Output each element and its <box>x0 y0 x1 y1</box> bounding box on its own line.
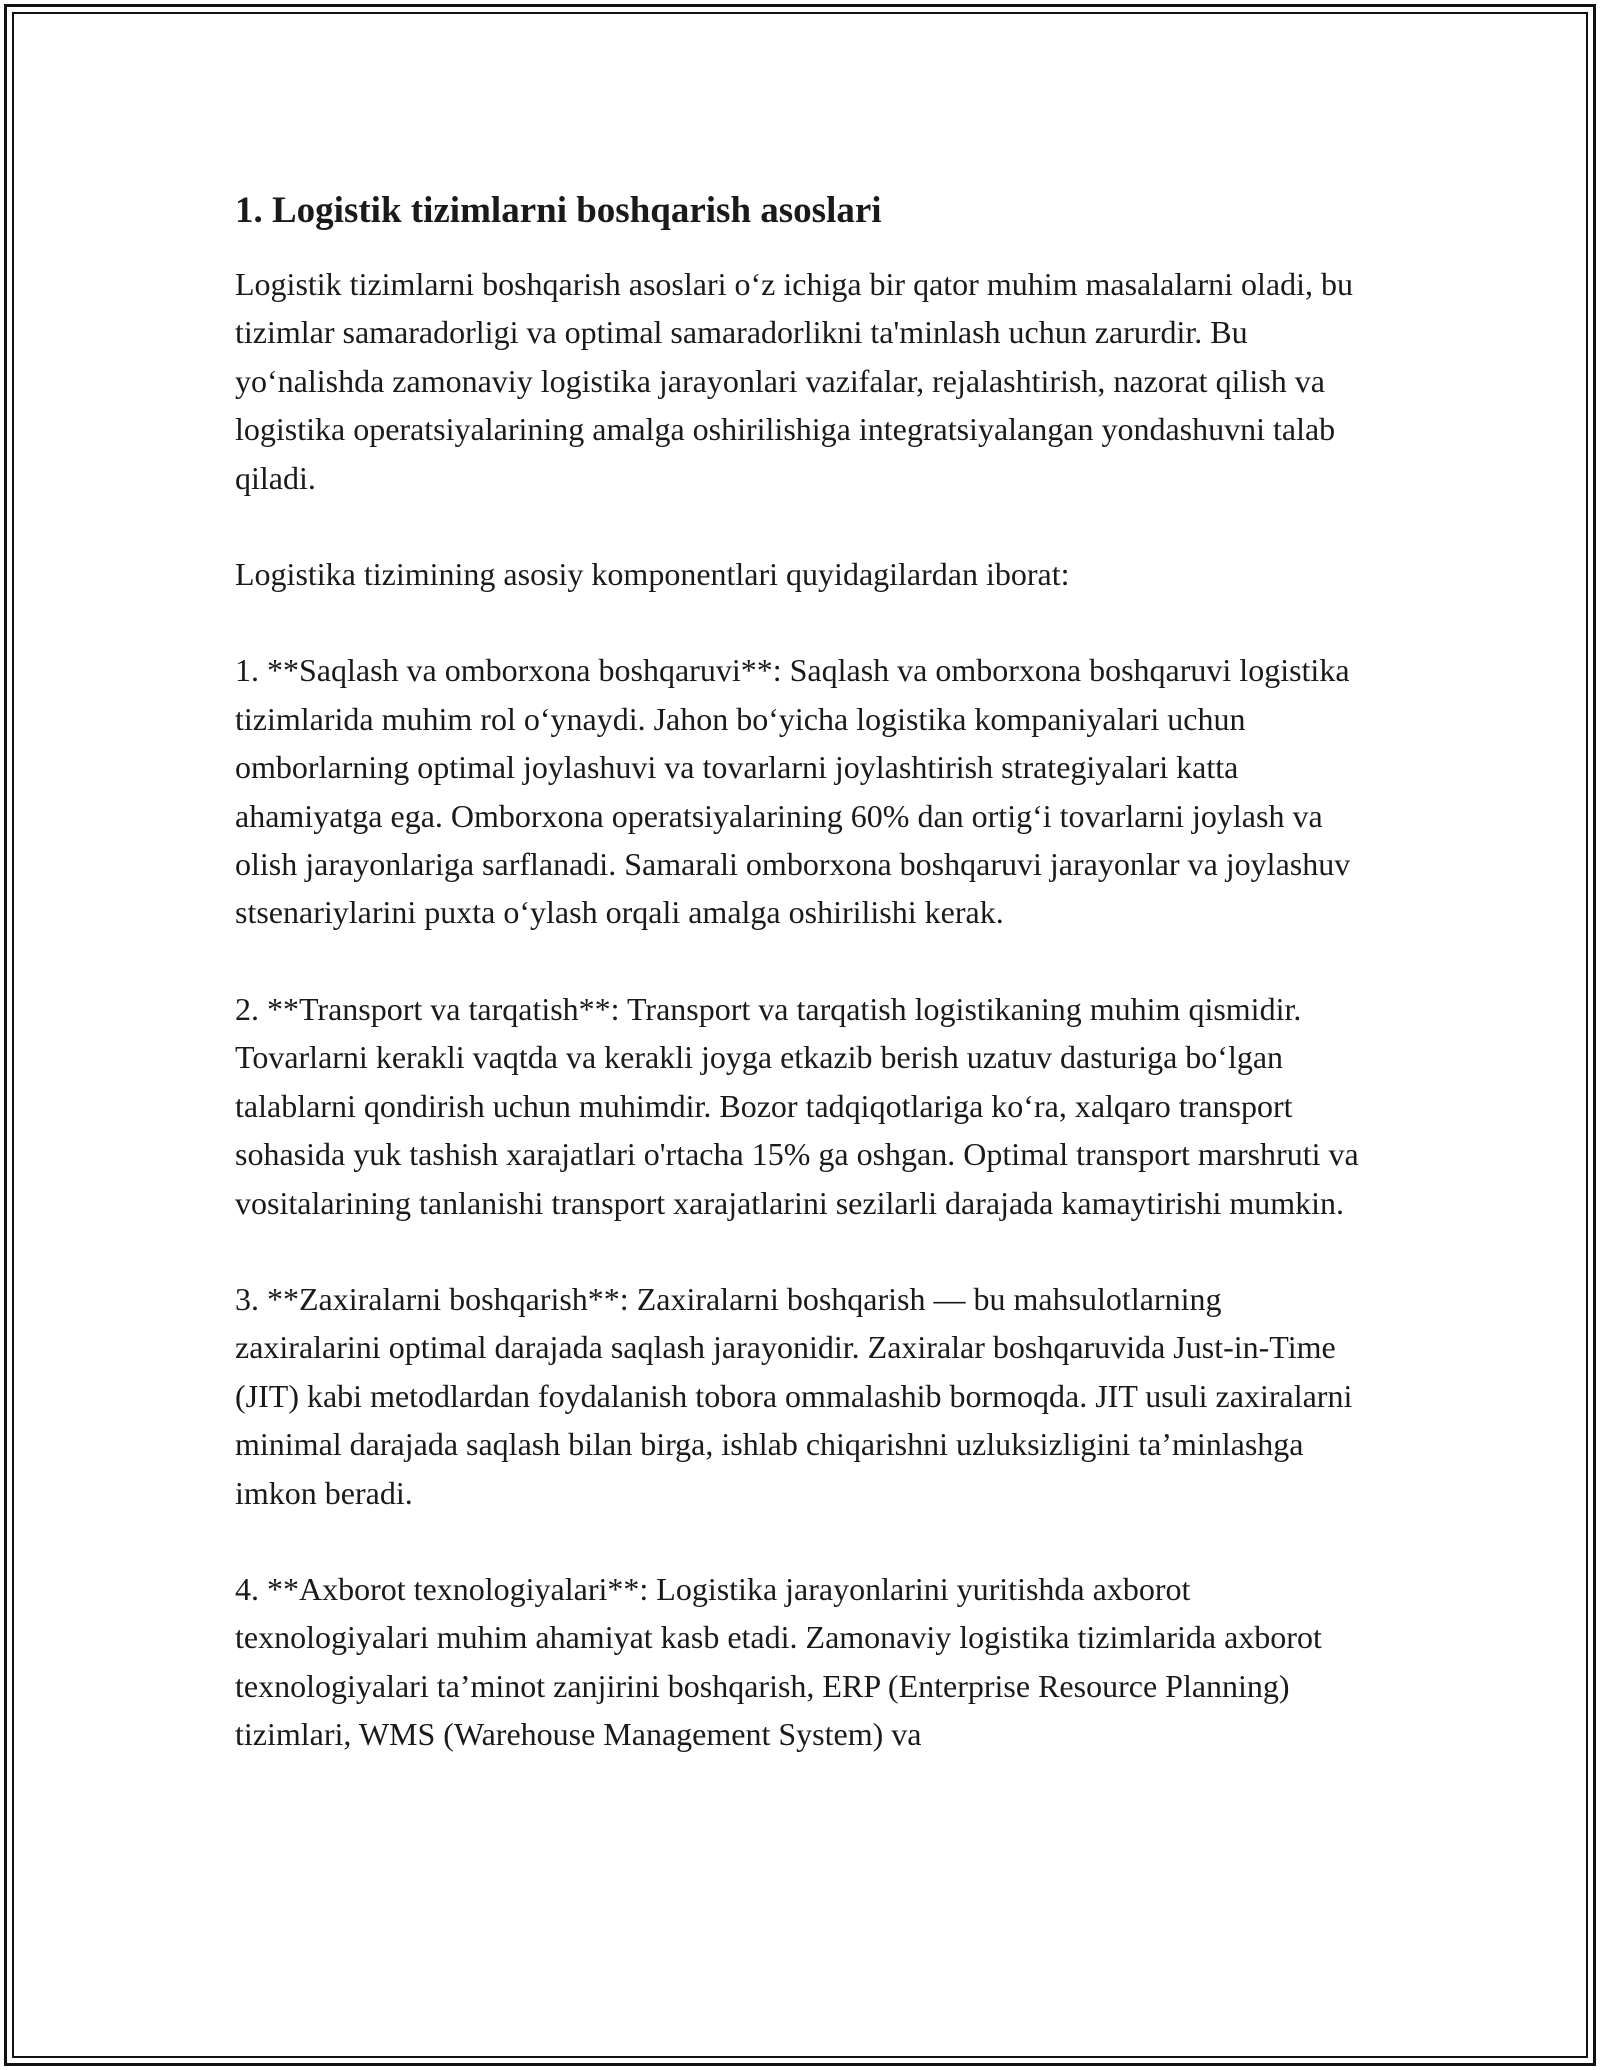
it-paragraph: 4. **Axborot texnologiyalari**: Logistika jarayonlarini yuritishda axborot texnologiyalari muhim ahamiyat kasb etadi. Zamonaviy logistika tizimlarida axborot texnologiyalari ta’minot zanjirini boshqarish, ERP (Enterprise Resource Planning) tizimlari, WMS (Warehouse Management System) va <box>235 1570 1322 1753</box>
transport-paragraph: 2. **Transport va tarqatish**: Transport va tarqatish logistikaning muhim qismidir. Tovarlarni kerakli vaqtda va kerakli joyga etkazib berish uzatuv dasturiga bo‘lgan talablarni qondirish uchun muhimdir. Bozor tadqiqotlariga ko‘ra, xalqaro transport sohasida yuk tashish xarajatlari o'rtacha 15% ga oshgan. Optimal transport marshruti va vositalarining tanlanishi transport xarajatlarini sezilarli darajada kamaytirishi mumkin. <box>235 990 1359 1221</box>
inventory-paragraph: 3. **Zaxiralarni boshqarish**: Zaxiralarni boshqarish — bu mahsulotlarning zaxiralarini optimal darajada saqlash jarayonidir. Zaxiralar boshqaruvida Just-in-Time (JIT) kabi metodlardan foydalanish tobora ommalashib bormoqda. JIT usuli zaxiralarni minimal darajada saqlash bilan birga, ishlab chiqarishni uzluksizligini ta’minlashga imkon beradi. <box>235 1280 1353 1511</box>
intro-paragraph: Logistik tizimlarni boshqarish asoslari o‘z ichiga bir qator muhim masalalarni oladi, bu tizimlar samaradorligi va optimal samaradorlikni ta'minlash uchun zarurdir. Bu yo‘nalishda zamonaviy logistika jarayonlari vazifalar, rejalashtirish, nazorat qilish va logistika operatsiyalarining amalga oshirilishiga integratsiyalangan yondashuvni talab qiladi. <box>235 266 1353 496</box>
components-intro-paragraph: Logistika tizimining asosiy komponentlari quyidagilardan iborat: <box>235 556 1070 593</box>
document-body <box>235 184 1375 1807</box>
storage-paragraph: 1. **Saqlash va omborxona boshqaruvi**: Saqlash va omborxona boshqaruvi logistika tizimlarida muhim rol o‘ynaydi. Jahon bo‘yicha logistika kompaniyalari uchun omborlarning optimal joylashuvi va tovarlarni joylashtirish strategiyalari katta ahamiyatga ega. Omborxona operatsiyalarining 60% dan ortig‘i tovarlarni joylash va olish jarayonlariga sarflanadi. Samarali omborxona boshqaruvi jarayonlar va joylashuv stsenariylarini puxta o‘ylash orqali amalga oshirilishi kerak. <box>235 652 1351 931</box>
section-heading: 1. Logistik tizimlarni boshqarish asoslari <box>235 190 882 231</box>
